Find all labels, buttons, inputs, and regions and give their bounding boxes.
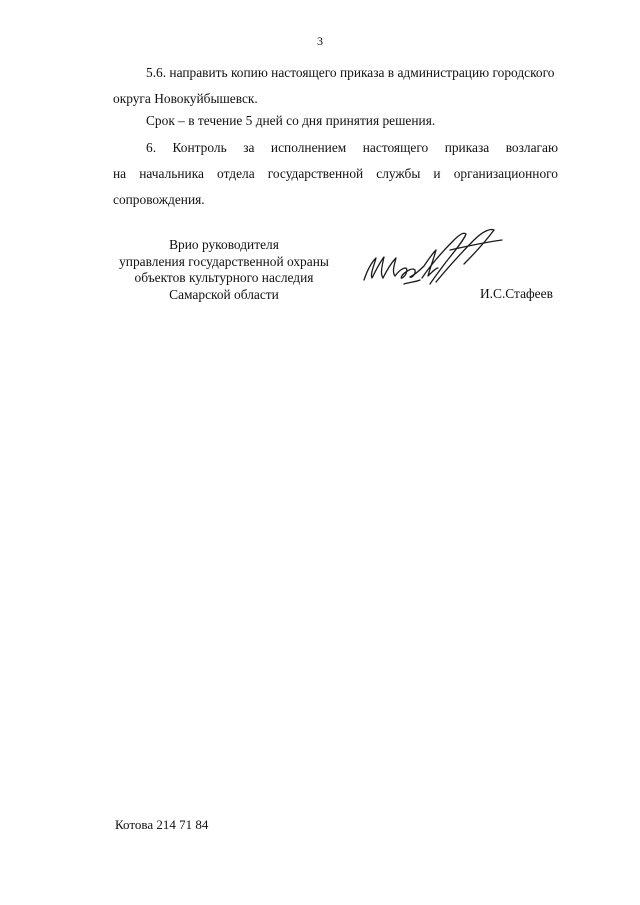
signer-name: И.С.Стафеев xyxy=(480,286,553,301)
paragraph-5-6: 5.6. направить копию настоящего приказа в администрацию городского округа Новокуйбышевск. xyxy=(113,65,555,106)
paragraph-6-line-1: 6. Контроль за исполнением настоящего приказа возлагаю xyxy=(146,140,558,155)
signer-position-line: Врио руководителя xyxy=(169,237,279,252)
signer-position-line: управления государственной охраны xyxy=(119,253,329,269)
page-number: 3 xyxy=(317,34,323,48)
executor-contact: Котова 214 71 84 xyxy=(115,817,209,832)
paragraph-6-line-3: сопровождения. xyxy=(113,192,205,207)
signer-position-line: Самарской области xyxy=(169,286,279,302)
signer-position xyxy=(113,237,335,303)
paragraph-6-line-2: на начальника отдела государственной службы и организационного xyxy=(113,166,558,181)
paragraph-6-control xyxy=(113,135,558,213)
paragraph-deadline: Срок – в течение 5 дней со дня принятия решения. xyxy=(146,113,436,128)
signer-position-line: объектов культурного наследия xyxy=(134,270,314,285)
